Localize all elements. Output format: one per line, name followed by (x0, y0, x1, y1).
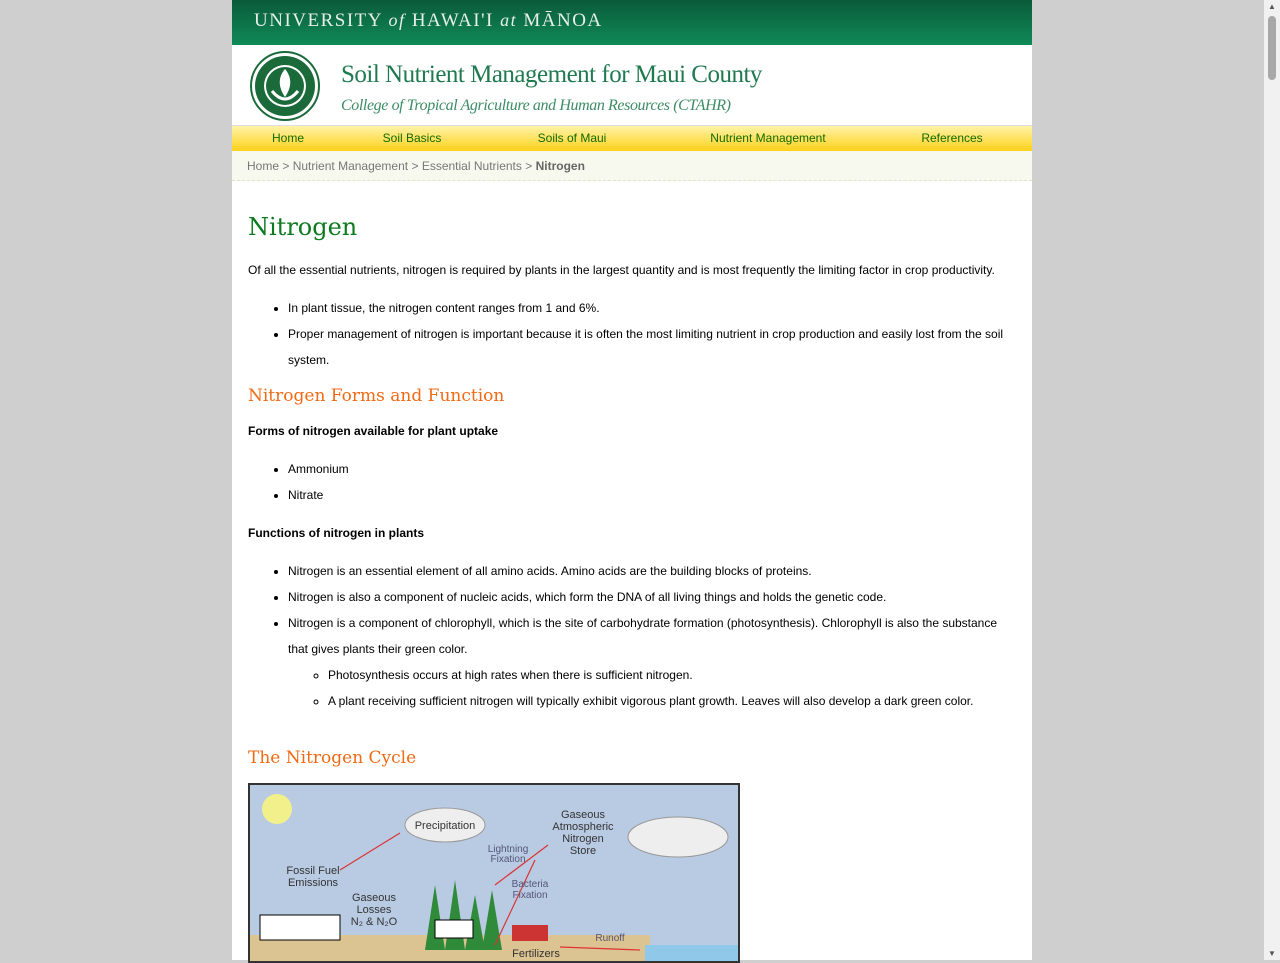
site-header (232, 45, 1032, 126)
cloud-icon (628, 817, 728, 857)
label-bacteria-1: Bacteria (511, 879, 549, 890)
label-gaseous-store-1: Gaseous (560, 809, 606, 821)
breadcrumb-home[interactable]: Home (247, 159, 280, 173)
list-item: • Nitrogen is also a component of nucleic acids, which form the DNA of all living things and holds the genetic code. (288, 584, 1016, 610)
functions-list (248, 558, 1016, 714)
nav-nutrient-management[interactable]: Nutrient Management (710, 131, 826, 145)
label-precipitation: Precipitation (414, 820, 476, 832)
page (232, 0, 1032, 960)
functions-sublist (288, 662, 1016, 714)
label-losses-1: Gaseous (351, 892, 397, 904)
list-item-text: Nitrogen is a component of chlorophyll, which is the site of carbohydrate formation (photosynthesis). Chlorophyll is also the substance that gives plants their green color. (288, 616, 998, 656)
label-fertilizers: Fertilizers (512, 948, 560, 960)
label-gaseous-store-2: Atmospheric (552, 821, 614, 833)
scroll-up-icon[interactable]: ▲ (1268, 2, 1276, 11)
label-fossil-1: Fossil Fuel (286, 865, 340, 877)
label-losses-3: N₂ & N₂O (350, 916, 398, 928)
breadcrumb-essential-nutrients[interactable]: Essential Nutrients (421, 159, 522, 173)
university-seal-icon (250, 51, 320, 121)
page-title: Nitrogen (248, 213, 358, 241)
nav-soils-of-maui[interactable]: Soils of Maui (537, 131, 607, 145)
nitrogen-cycle-illustration (250, 785, 740, 963)
label-gaseous-store-4: Store (569, 845, 597, 857)
breadcrumb (232, 151, 1032, 181)
nav-soil-basics[interactable]: Soil Basics (382, 131, 442, 145)
forms-list (248, 456, 1016, 508)
breadcrumb-separator: > (411, 159, 419, 173)
label-losses-2: Losses (356, 904, 392, 916)
university-logo-text: UNIVERSITY of HAWAI'I at MĀNOA (254, 10, 603, 31)
tractor-icon (512, 925, 548, 941)
list-item: • Ammonium (288, 456, 1016, 482)
breadcrumb-nutrient-management[interactable]: Nutrient Management (292, 159, 409, 173)
nitrogen-cycle-diagram (248, 783, 740, 963)
university-banner[interactable] (232, 0, 1032, 45)
main-content (232, 213, 1032, 963)
scrollbar[interactable] (1264, 0, 1280, 960)
cow-icon (435, 920, 473, 938)
label-lightning-2: Fixation (490, 854, 526, 865)
nav-references[interactable]: References (921, 131, 983, 145)
list-item: • Proper management of nitrogen is important because it is often the most limiting nutrient in crop production and easily lost from the soil system. (288, 321, 1016, 373)
list-item: • In plant tissue, the nitrogen content ranges from 1 and 6%. (288, 295, 1016, 321)
label-lightning-1: Lightning (487, 844, 529, 855)
trees (425, 880, 502, 950)
label-fossil-2: Emissions (287, 877, 339, 889)
site-subtitle: College of Tropical Agriculture and Human Resources (CTAHR) (341, 97, 731, 114)
section-heading-cycle: The Nitrogen Cycle (248, 748, 417, 768)
label-gaseous-store-3: Nitrogen (562, 833, 604, 845)
breadcrumb-separator: > (282, 159, 290, 173)
section-heading-forms: Nitrogen Forms and Function (248, 386, 505, 406)
breadcrumb-current: Nitrogen (535, 159, 585, 173)
list-item (288, 610, 1016, 714)
scrollbar-thumb[interactable] (1268, 16, 1276, 80)
functions-subheading: Functions of nitrogen in plants (248, 526, 424, 540)
intro-list (248, 295, 1016, 373)
sun-icon (262, 794, 292, 824)
water (645, 945, 740, 963)
list-item: ◦ Photosynthesis occurs at high rates when there is sufficient nitrogen. (328, 662, 1016, 688)
list-item: • Nitrogen is an essential element of all amino acids. Amino acids are the building blocks of proteins. (288, 558, 1016, 584)
breadcrumb-separator: > (525, 159, 533, 173)
site-title[interactable]: Soil Nutrient Management for Maui County (341, 61, 762, 88)
label-bacteria-2: Fixation (512, 890, 548, 901)
list-item: • Nitrate (288, 482, 1016, 508)
label-runoff: Runoff (595, 933, 625, 944)
list-item: ◦ A plant receiving sufficient nitrogen will typically exhibit vigorous plant growth. Leaves will also develop a dark green color. (328, 688, 1016, 714)
scroll-down-icon[interactable]: ▼ (1268, 949, 1276, 958)
factory-icon (260, 915, 340, 940)
main-nav (232, 126, 1032, 151)
nav-home[interactable]: Home (271, 131, 304, 145)
forms-subheading: Forms of nitrogen available for plant uptake (248, 424, 499, 438)
intro-paragraph: Of all the essential nutrients, nitrogen is required by plants in the largest quantity and is most frequently the limiting factor in crop productivity. (248, 263, 995, 277)
